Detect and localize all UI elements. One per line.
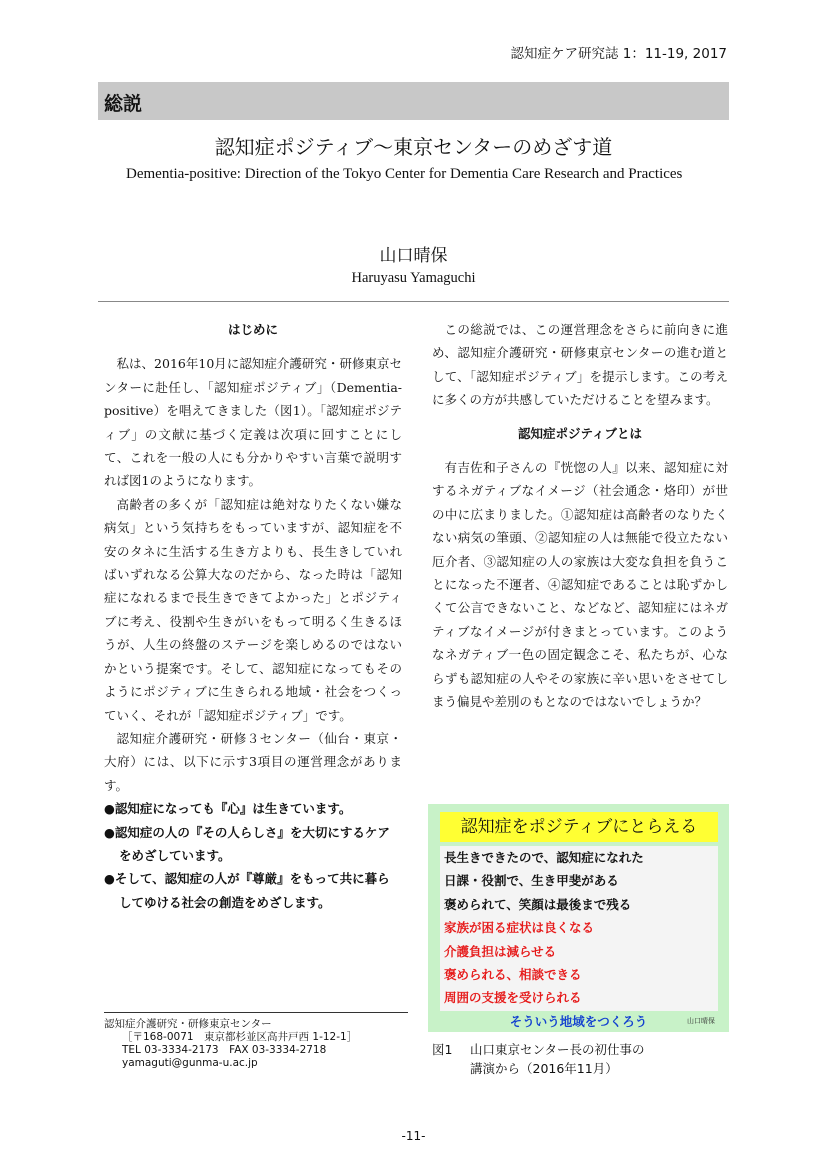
affiliation-org: 認知症介護研究・研修東京センター	[104, 1018, 272, 1030]
principles-list	[104, 797, 402, 914]
negative-image-paragraph: 有吉佐和子さんの『恍惚の人』以来、認知症に対するネガティブなイメージ（社会通念・烙印）が世の中に広まりました。①認知症は高齢者のなりたくない病気の筆頭、②認知症の人は無能で役立たない厄介者、③認知症の人の家族は大変な負担を負うことになった不運者、④認知症であることは恥ずかしくて公言できないこと、などなど、認知症にはネガティブなイメージが付きまとっています。このようなネガティブ一色の固定観念こそ、私たちが、心ならずも認知症の人やその家族に辛い思いをさせてしまう偏見や差別のもとなのではないでしょうか？	[432, 460, 728, 710]
figure-line: 褒められて、笑顔は最後まで残る	[444, 896, 632, 912]
intro-paragraph-2: 高齢者の多くが「認知症は絶対なりたくない嫌な病気」という気持ちをもっていますが、認知症を不安のタネに生活する生き方よりも、長生きしていればいずれなる公算大なのだから、なった時は「認知症になれるまで長生きできてよかった」とポジティブに考え、役割や生きがいをもって明るく生きるほうが、人生の終盤のステージを楽しめるのではないかという提案です。そして、認知症になってもそのようにポジティブに生きられる地域・社会をつくっていく、それが「認知症ポジティブ」です。	[104, 496, 402, 723]
figure-line-red: 家族が困る症状は良くなる	[444, 920, 595, 936]
figure-caption-line2: 講演から（2016年11月）	[470, 1061, 618, 1076]
figure-body	[440, 846, 718, 1011]
section-label: 総説	[104, 93, 143, 115]
paper-title-en: Dementia-positive: Direction of the Tokyo Center for Dementia Care Research and Practices	[126, 166, 683, 182]
affiliation-email: yamaguti@gunma-u.ac.jp	[122, 1057, 258, 1069]
intro-paragraph-3: 認知症介護研究・研修３センター（仙台・東京・大府）には、以下に示す3項目の運営理念があります。	[104, 730, 402, 793]
principle-item: ●そして、認知症の人が『尊厳』をもって共に暮らしてゆける社会の創造をめざします。	[104, 871, 390, 910]
figure-line-red: 褒められる、相談できる	[444, 967, 582, 983]
journal-citation: 認知症ケア研究誌 1：11-19, 2017	[510, 46, 727, 62]
paper-title-ja: 認知症ポジティブ～東京センターのめざす道	[214, 135, 613, 159]
figure-footer: そういう地域をつくろう	[509, 1014, 648, 1029]
figure-caption	[432, 1040, 728, 1078]
heading-what-is-dementia-positive: 認知症ポジティブとは	[517, 425, 642, 441]
figure-line-red: 周囲の支援を受けられる	[444, 990, 582, 1006]
figure-1	[428, 804, 729, 1032]
page-number: -11-	[401, 1129, 426, 1143]
header-divider	[98, 301, 729, 302]
left-column	[104, 318, 402, 914]
figure-line-red: 介護負担は減らせる	[444, 943, 557, 959]
overview-paragraph: この総説では、この運営理念をさらに前向きに進め、認知症介護研究・研修東京センターの進む道として、「認知症ポジティブ」を提示します。この考えに多くの方が共感していただけることを望みます。	[432, 322, 728, 408]
figure-line: 日課・役割で、生き甲斐がある	[444, 873, 619, 889]
section-label-bar	[98, 82, 729, 120]
figure-line: 長生きできたので、認知症になれた	[444, 850, 644, 865]
figure-caption-line1: 山口東京センター長の初仕事の	[470, 1042, 645, 1057]
intro-paragraph-1: 私は、2016年10月に認知症介護研究・研修東京センターに赴任し、「認知症ポジティブ」（Dementia-positive）を唱えてきました（図1）。「認知症ポジティブ」の文献に基づく定義は次項に回すことにして、これを一般の人にも分かりやすい言葉で説明すれば図1のようになります。	[104, 356, 402, 489]
affiliation-address: ［〒168-0071 東京都杉並区高井戸西 1-12-1］	[122, 1031, 358, 1043]
principle-item: ●認知症の人の『その人らしさ』を大切にするケアをめざしています。	[104, 824, 390, 863]
figure-signature: 山口晴保	[687, 1017, 715, 1025]
figure-caption-number: 図1	[432, 1042, 453, 1057]
right-column	[432, 318, 728, 714]
author-name-ja: 山口晴保	[379, 246, 448, 266]
author-affiliation	[104, 1012, 408, 1070]
affiliation-phone: TEL 03-3334-2173 FAX 03-3334-2718	[122, 1044, 327, 1056]
principle-item: ●認知症になっても『心』は生きています。	[104, 801, 352, 817]
author-name-en: Haruyasu Yamaguchi	[351, 270, 476, 286]
figure-title: 認知症をポジティブにとらえる	[440, 812, 718, 842]
heading-introduction: はじめに	[227, 322, 278, 337]
